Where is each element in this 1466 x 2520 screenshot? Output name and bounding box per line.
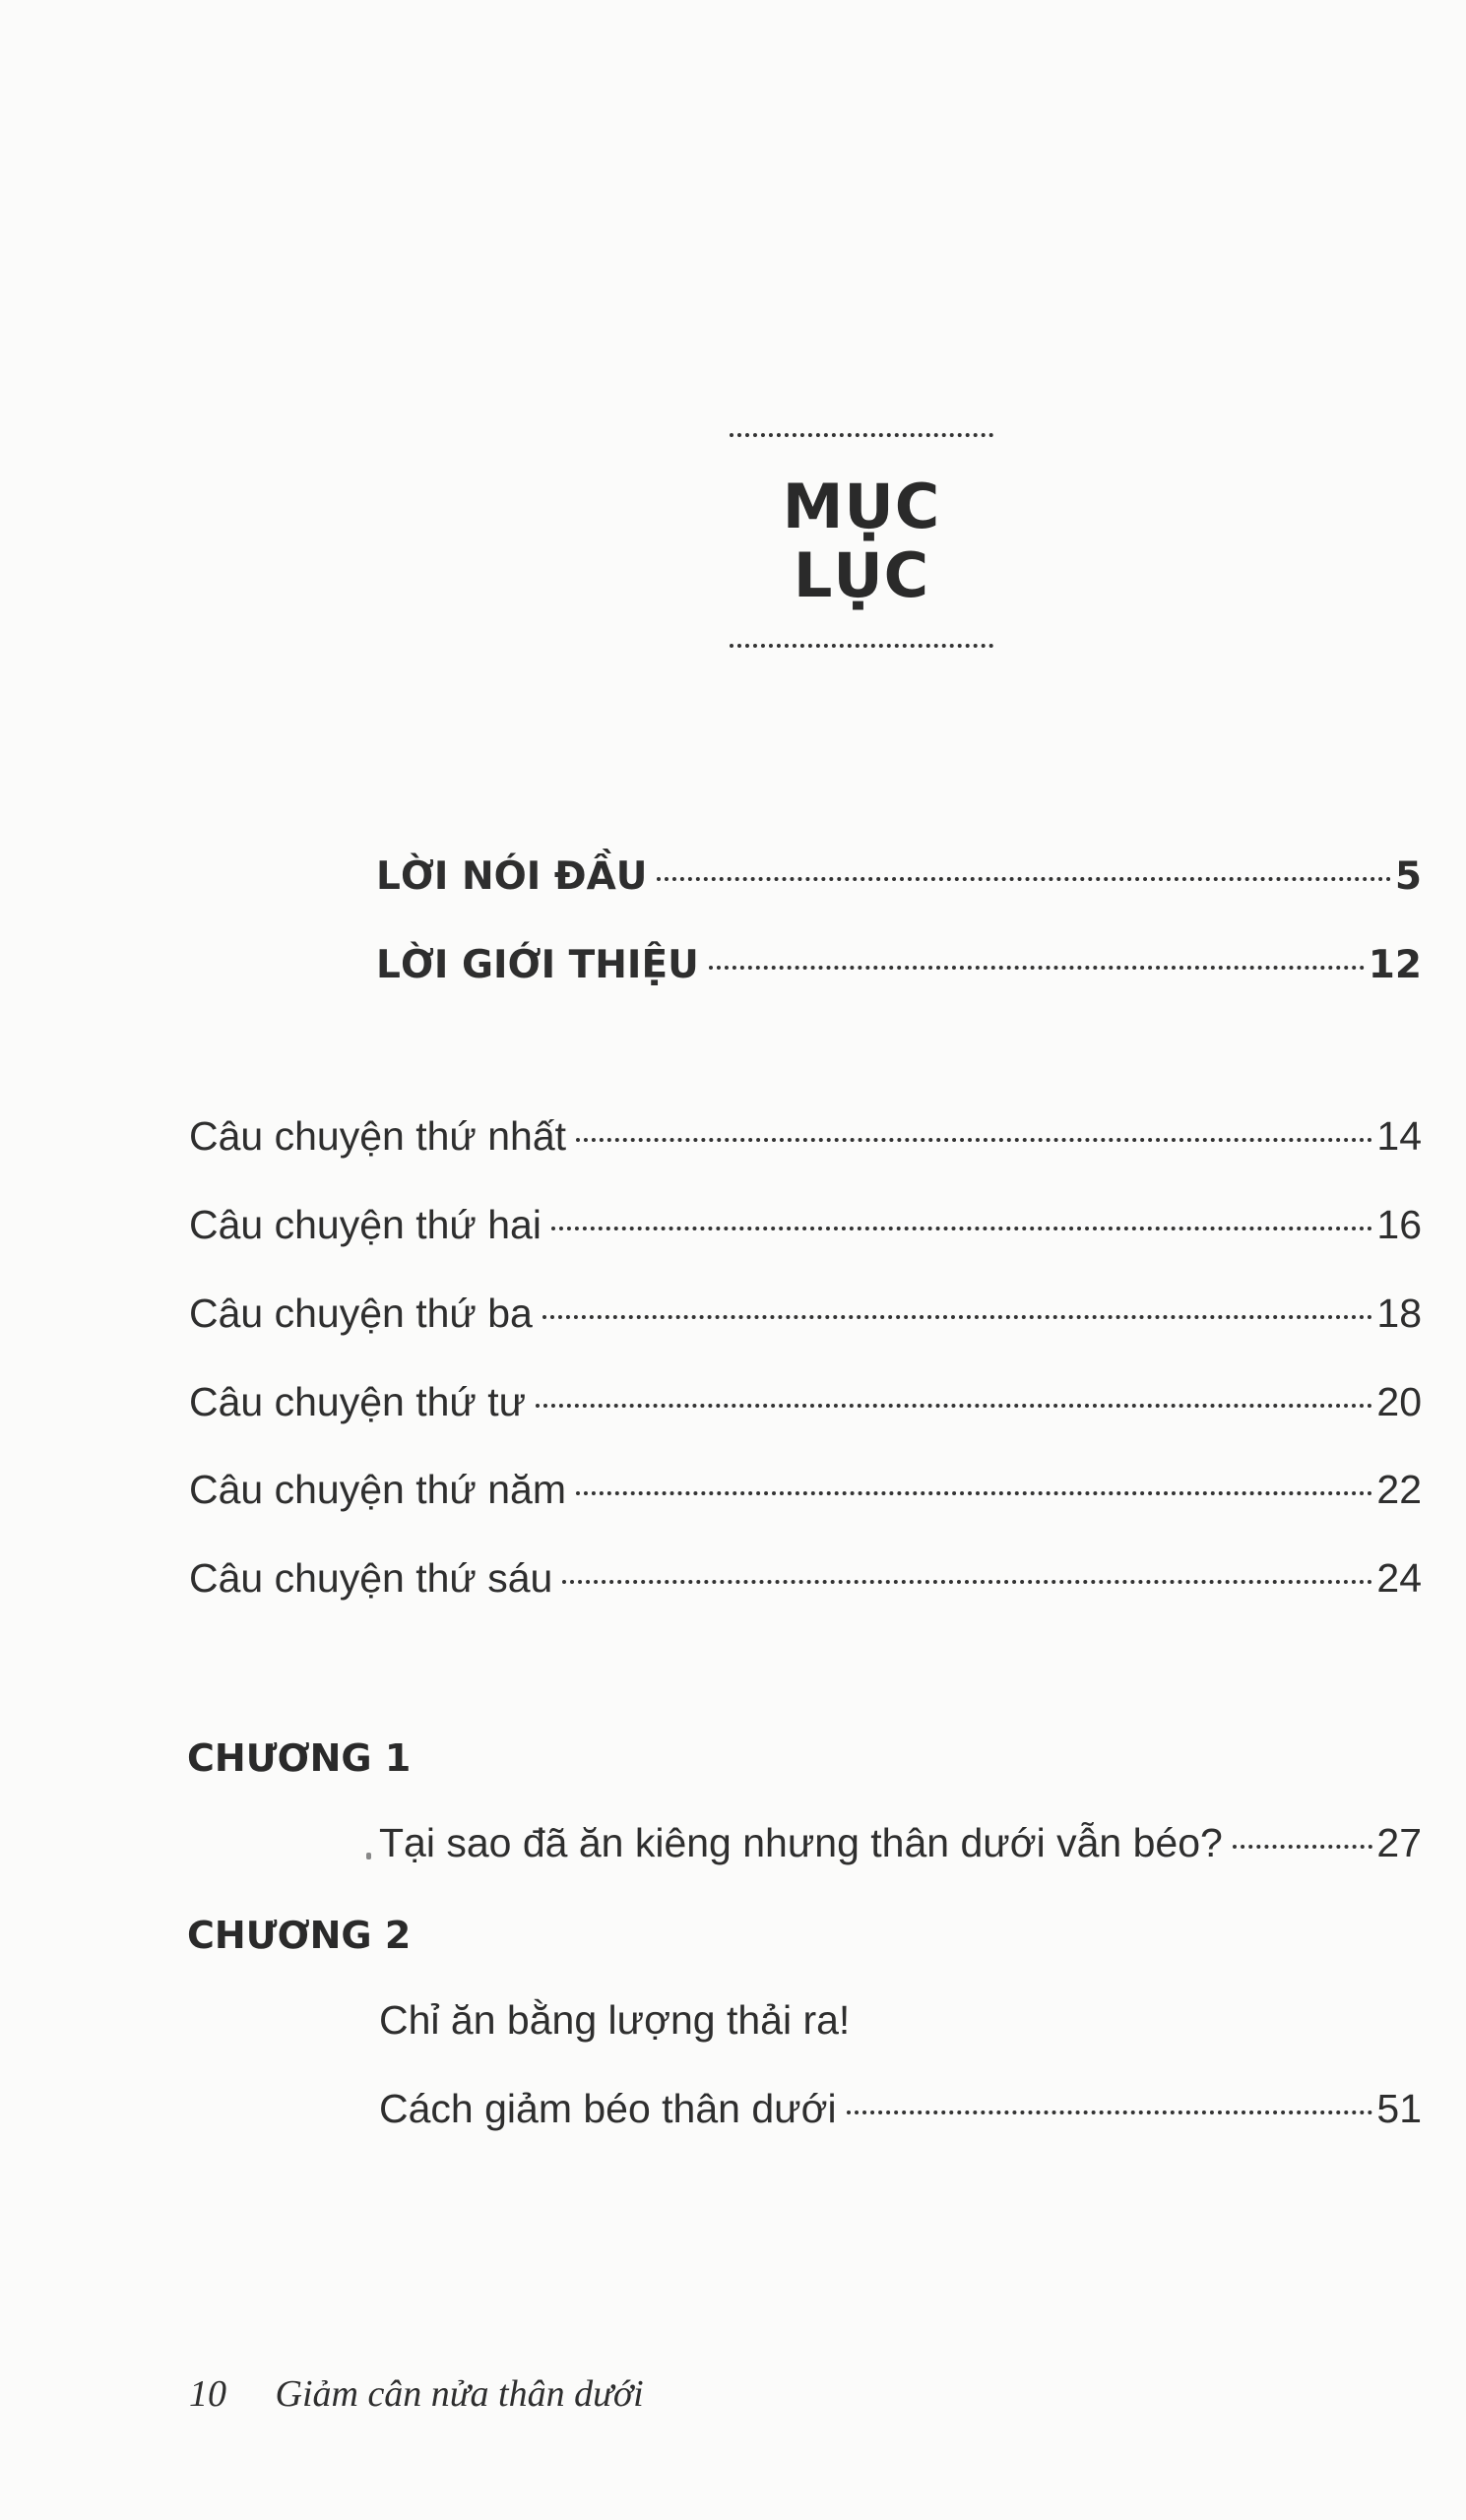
running-footer [189,2372,644,2416]
dot-leader [847,2110,1373,2114]
toc-entry-label: Câu chuyện thứ tư [189,1379,527,1424]
dot-leader [1233,1845,1373,1849]
ink-speck [366,1853,371,1859]
toc-entry-label: Câu chuyện thứ hai [189,1202,542,1247]
toc-entry-page: 12 [1368,943,1422,987]
toc-entry-introduction [376,940,1422,991]
toc-entry-label: Cách giảm béo thân dưới [379,2086,837,2131]
toc-entry-page: 5 [1394,854,1422,899]
dot-leader [576,1491,1372,1495]
toc-entry-page: 20 [1376,1379,1422,1424]
toc-entry-label: LỜI NÓI ĐẦU [376,854,648,899]
chapter-2-subtitle: Chỉ ăn bằng lượng thải ra! [379,1997,851,2043]
toc-entry-page: 16 [1376,1202,1422,1247]
toc-entry-foreword [376,851,1422,903]
toc-entry-story-4 [189,1376,1422,1427]
bottom-dotted-rule [730,644,993,648]
dot-leader [576,1138,1372,1142]
dot-leader [536,1404,1372,1408]
toc-entry-page: 14 [1376,1113,1422,1159]
toc-entry-page: 27 [1376,1820,1422,1865]
top-dotted-rule [730,433,993,437]
toc-entry-story-5 [189,1464,1422,1515]
toc-entry-label: Câu chuyện thứ ba [189,1291,533,1336]
dot-leader [551,1227,1372,1230]
toc-entry-label: Tại sao đã ăn kiêng nhưng thân dưới vẫn béo? [379,1820,1223,1865]
toc-entry-label: Câu chuyện thứ năm [189,1467,566,1512]
toc-entry-label: LỜI GIỚI THIỆU [376,943,699,987]
toc-entry-page: 24 [1376,1555,1422,1601]
dot-leader [657,877,1390,881]
toc-entry-label: Câu chuyện thứ nhất [189,1113,567,1159]
footer-book-title: Giảm cân nửa thân dưới [275,2373,644,2415]
toc-entry-page: 22 [1376,1467,1422,1512]
toc-entry-chapter-1 [379,1817,1422,1868]
dot-leader [562,1580,1372,1584]
footer-page-number: 10 [189,2373,226,2415]
toc-entry-story-6 [189,1552,1422,1604]
dot-leader [709,966,1365,970]
page-title: MỤC LỤC [782,471,941,611]
toc-entry-page: 51 [1376,2086,1422,2131]
toc-title-block [729,433,994,648]
toc-entry-story-3 [189,1288,1422,1339]
dot-leader [542,1315,1373,1319]
toc-entry-page: 18 [1376,1291,1422,1336]
toc-entry-label: Câu chuyện thứ sáu [189,1555,553,1601]
chapter-2-heading: CHƯƠNG 2 [187,1914,412,1957]
chapter-1-heading: CHƯƠNG 1 [187,1736,412,1780]
toc-entry-chapter-2 [379,2083,1422,2134]
toc-entry-story-2 [189,1199,1422,1250]
toc-entry-story-1 [189,1110,1422,1162]
